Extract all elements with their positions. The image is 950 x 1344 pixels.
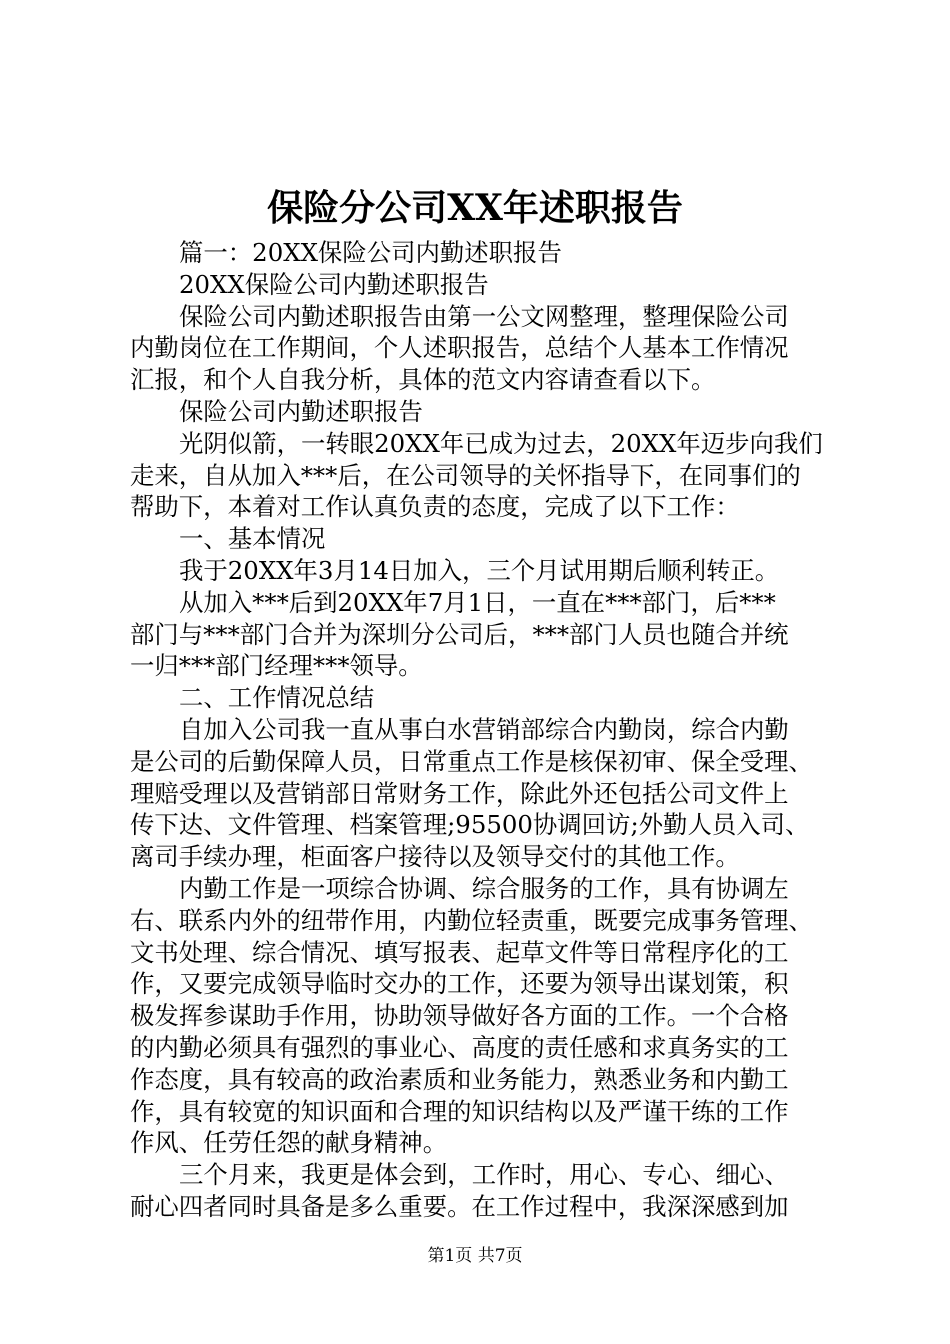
paragraph-line: 内勤岗位在工作期间，个人述职报告，总结个人基本工作情况 (130, 333, 789, 363)
paragraph-line: 作，又要完成领导临时交办的工作，还要为领导出谋划策，积 (130, 969, 789, 999)
document-body (130, 237, 830, 1223)
paragraph-line: 作态度，具有较高的政治素质和业务能力，熟悉业务和内勤工 (130, 1064, 789, 1094)
paragraph-line: 的内勤必须具有强烈的事业心、高度的责任感和求真务实的工 (130, 1032, 789, 1062)
section-heading: 二、工作情况总结 (179, 683, 375, 713)
page-footer: 第1页 共7页 (427, 1246, 523, 1266)
paragraph-line: 耐心四者同时具备是多么重要。在工作过程中，我深深感到加 (130, 1191, 789, 1221)
paragraph-line: 自加入公司我一直从事白水营销部综合内勤岗，综合内勤 (179, 714, 789, 744)
paragraph-line: 走来，自从加入***后，在公司领导的关怀指导下，在同事们的 (130, 460, 801, 490)
paragraph-line: 保险公司内勤述职报告由第一公文网整理，整理保险公司 (179, 301, 789, 331)
paragraph-line: 离司手续办理，柜面客户接待以及领导交付的其他工作。 (130, 842, 740, 872)
paragraph-line: 内勤工作是一项综合协调、综合服务的工作，具有协调左 (179, 873, 789, 903)
paragraph-line: 帮助下，本着对工作认真负责的态度，完成了以下工作： (130, 492, 740, 522)
paragraph-line: 一归***部门经理***领导。 (130, 651, 423, 681)
paragraph-line: 文书处理、综合情况、填写报表、起草文件等日常程序化的工 (130, 937, 789, 967)
paragraph-line: 传下达、文件管理、档案管理;95500协调回访;外勤人员入司、 (130, 810, 810, 840)
subtitle: 20XX保险公司内勤述职报告 (179, 269, 489, 299)
paragraph-line: 我于20XX年3月14日加入，三个月试用期后顺利转正。 (179, 555, 780, 585)
paragraph-line: 作，具有较宽的知识面和合理的知识结构以及严谨干练的工作 (130, 1096, 789, 1126)
paragraph-line: 三个月来，我更是体会到，工作时，用心、专心、细心、 (179, 1160, 789, 1190)
document-title: 保险分公司XX年述职报告 (267, 187, 683, 229)
paragraph-line: 极发挥参谋助手作用，协助领导做好各方面的工作。一个合格 (130, 1001, 789, 1031)
paragraph-line: 汇报，和个人自我分析，具体的范文内容请查看以下。 (130, 365, 716, 395)
section-heading: 一、基本情况 (179, 524, 326, 554)
section-heading: 篇一：20XX保险公司内勤述职报告 (179, 238, 562, 267)
paragraph-heading: 保险公司内勤述职报告 (179, 396, 423, 426)
paragraph-line: 理赔受理以及营销部日常财务工作，除此外还包括公司文件上 (130, 778, 789, 808)
paragraph-line: 作风、任劳任怨的献身精神。 (130, 1128, 448, 1158)
paragraph-line: 部门与***部门合并为深圳分公司后，***部门人员也随合并统 (130, 619, 789, 649)
paragraph-line: 光阴似箭，一转眼20XX年已成为过去，20XX年迈步向我们 (179, 428, 823, 458)
paragraph-line: 从加入***后到20XX年7月1日，一直在***部门，后*** (179, 587, 776, 617)
paragraph-line: 右、联系内外的纽带作用，内勤位轻责重，既要完成事务管理、 (130, 905, 813, 935)
paragraph-line: 是公司的后勤保障人员，日常重点工作是核保初审、保全受理、 (130, 746, 813, 776)
